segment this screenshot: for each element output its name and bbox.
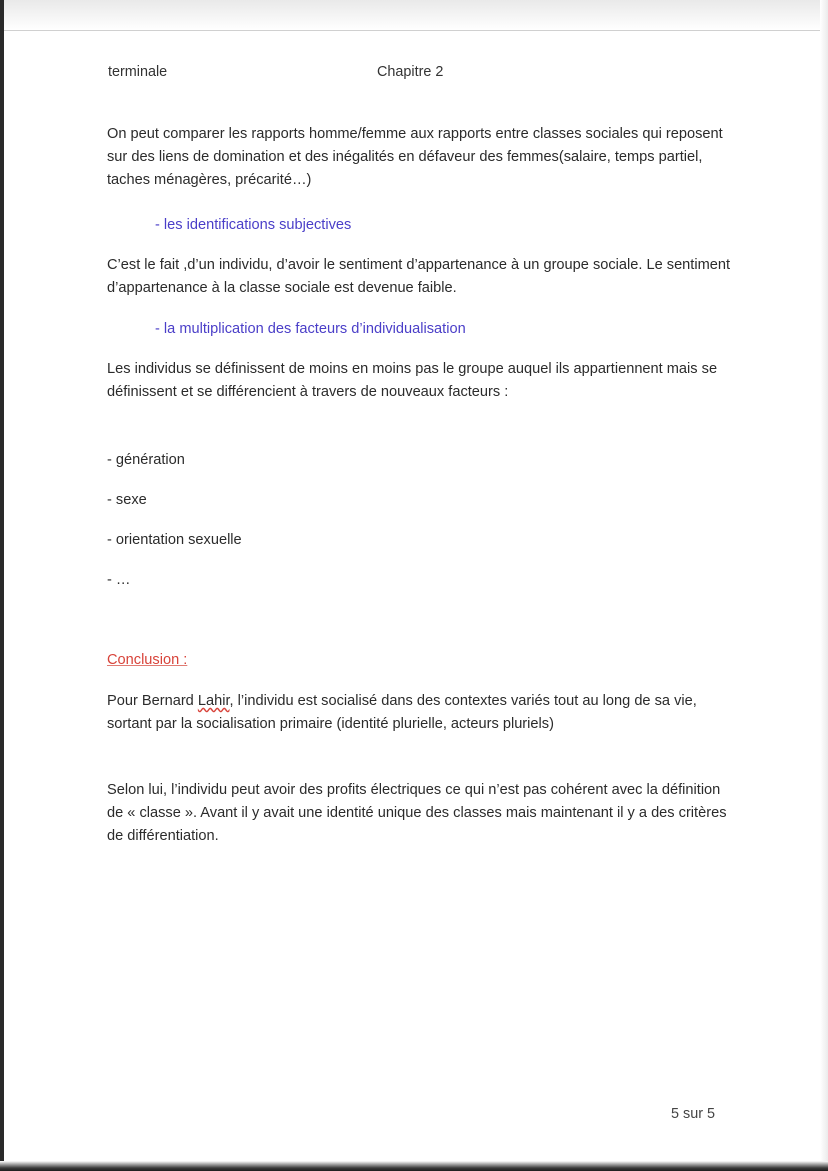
paragraph-sentiment — [107, 254, 732, 300]
paragraph-individus — [107, 358, 732, 404]
list-item-sexe: - sexe — [107, 492, 147, 508]
lahir-before: Pour Bernard — [107, 693, 198, 709]
paragraph-lahir — [107, 690, 732, 736]
subheading-multiplication-text: - la multiplication des facteurs d’individualisation — [155, 321, 466, 337]
paragraph-comparison — [107, 123, 732, 192]
paragraph-lahir-text — [107, 690, 732, 736]
header-level: terminale — [108, 64, 168, 80]
lahir-name: Lahir — [197, 693, 230, 709]
paragraph-selon-lui-text: Selon lui, l’individu peut avoir des profits électriques ce qui n’est pas cohérent avec la définition de « classe ». Avant il y avait une identité unique des classes mais maintenant il y a des critères de différentiation. — [107, 782, 727, 844]
paragraph-comparison-text: On peut comparer les rapports homme/femme aux rapports entre classes sociales qui reposent sur des liens de domination et des inégalités en défaveur des femmes(salaire, temps partiel, taches ménagères, précarité…) — [107, 126, 723, 188]
list-item-generation: - génération — [107, 452, 185, 468]
subheading-identifications-text: - les identifications subjectives — [155, 217, 352, 233]
list-item — [107, 489, 732, 512]
conclusion-title — [107, 649, 732, 672]
subheading-multiplication — [155, 318, 780, 341]
list-item — [107, 569, 732, 592]
scan-shadow-top — [0, 0, 828, 30]
list-item-orientation: - orientation sexuelle — [107, 532, 242, 548]
paragraph-individus-text: Les individus se définissent de moins en moins pas le groupe auquel ils appartiennent mais se définissent et se différencient à travers de nouveaux facteurs : — [107, 361, 718, 400]
list-item — [107, 449, 732, 472]
conclusion-title-text: Conclusion : — [107, 652, 188, 668]
list-item-ellipsis: - … — [107, 572, 131, 588]
list-item — [107, 529, 732, 552]
scan-top-rule — [4, 30, 820, 31]
lahir-after: , l’individu est socialisé dans des contextes variés tout au long de sa vie, sortant par la socialisation primaire (identité plurielle, acteurs pluriels) — [107, 693, 697, 732]
scan-edge-right — [820, 0, 828, 1171]
scan-edge-bottom — [0, 1161, 828, 1171]
paragraph-selon-lui — [107, 779, 732, 848]
paragraph-sentiment-text: C’est le fait ,d’un individu, d’avoir le sentiment d’appartenance à un groupe sociale. Le sentiment d’appartenance à la classe sociale est devenue faible. — [107, 257, 731, 296]
page-number: 5 sur 5 — [671, 1106, 715, 1122]
header-chapter: Chapitre 2 — [377, 64, 444, 80]
subheading-identifications — [155, 214, 780, 237]
scan-edge-left — [0, 0, 4, 1171]
